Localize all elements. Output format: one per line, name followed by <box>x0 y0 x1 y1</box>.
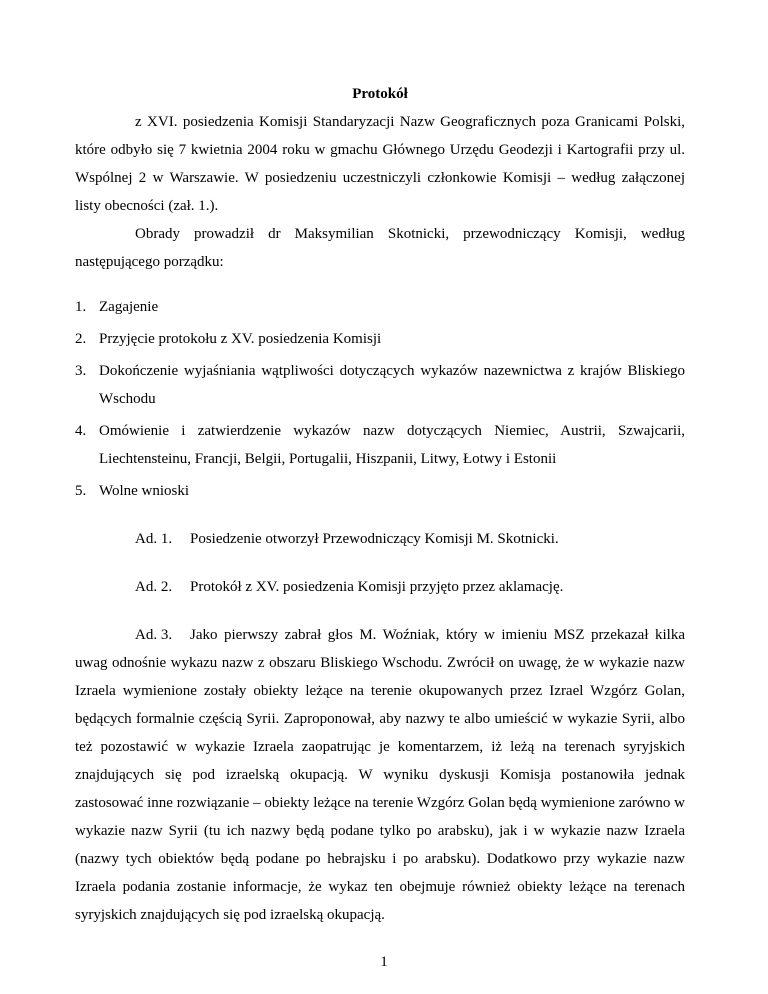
document-body <box>75 80 685 929</box>
agenda-item <box>75 477 685 505</box>
agenda-item-text: Zagajenie <box>99 299 159 315</box>
agenda-item <box>75 417 685 473</box>
agenda-item <box>75 325 685 353</box>
agenda-item-number: 2. <box>75 331 87 347</box>
chair-paragraph: Obrady prowadził dr Maksymilian Skotnicki, przewodniczący Komisji, według następującego porządku: <box>75 226 685 270</box>
page-number: 1 <box>380 954 388 970</box>
agenda-list <box>75 293 685 505</box>
ad-2-text: Protokół z XV. posiedzenia Komisji przyjęto przez aklamację. <box>190 579 564 595</box>
ad-2-section <box>75 573 685 601</box>
agenda-item-text: Omówienie i zatwierdzenie wykazów nazw dotyczących Niemiec, Austrii, Szwajcarii, Liechtensteinu, Francji, Belgii, Portugalii, Hiszpanii, Litwy, Łotwy i Estonii <box>99 423 685 467</box>
ad-3-section <box>75 621 685 929</box>
intro-paragraph: z XVI. posiedzenia Komisji Standaryzacji Nazw Geograficznych poza Granicami Polski, które odbyło się 7 kwietnia 2004 roku w gmachu Głównego Urzędu Geodezji i Kartografii przy ul. Wspólnej 2 w Warszawie. W posiedzeniu uczestniczyli członkowie Komisji – według załączonej listy obecności (zał. 1.). <box>75 114 685 214</box>
ad-3-label: Ad. 3. <box>135 627 173 643</box>
ad-1-label: Ad. 1. <box>135 531 173 547</box>
agenda-item-number: 5. <box>75 483 87 499</box>
agenda-item-text: Dokończenie wyjaśniania wątpliwości dotyczących wykazów nazewnictwa z krajów Bliskiego Wschodu <box>99 363 685 407</box>
ad-3-text: Jako pierwszy zabrał głos M. Woźniak, który w imieniu MSZ przekazał kilka uwag odnośnie wykazu nazw z obszaru Bliskiego Wschodu. Zwrócił on uwagę, że w wykazie nazw Izraela wymienione zostały obiekty leżące na terenie okupowanych przez Izrael Wzgórz Golan, będących formalnie częścią Syrii. Zaproponował, aby nazwy te albo umieścić w wykazie Syrii, albo też pozostawić w wykazie Izraela zaopatrując je komentarzem, iż leżą na terenach syryjskich znajdujących się pod izraelską okupacją. W wyniku dyskusji Komisja postanowiła jednak zastosować inne rozwiązanie – obiekty leżące na terenie Wzgórz Golan będą wymienione zarówno w wykazie nazw Syrii (tu ich nazwy będą podane tylko po arabsku), jak i w wykazie nazw Izraela (nazwy tych obiektów będą podane po hebrajsku i po arabsku). Dodatkowo przy wykazie nazw Izraela podania zostanie informacje, że wykaz ten obejmuje również obiekty leżące na terenach syryjskich znajdujących się pod izraelską okupacją. <box>75 627 685 923</box>
agenda-item <box>75 357 685 413</box>
agenda-item-number: 3. <box>75 363 87 379</box>
document-title: Protokół <box>352 86 408 102</box>
ad-2-label: Ad. 2. <box>135 579 173 595</box>
agenda-item-text: Wolne wnioski <box>99 483 190 499</box>
agenda-item-number: 4. <box>75 423 87 439</box>
agenda-item-number: 1. <box>75 299 87 315</box>
agenda-item <box>75 293 685 321</box>
agenda-item-text: Przyjęcie protokołu z XV. posiedzenia Komisji <box>99 331 382 347</box>
ad-1-section <box>75 525 685 553</box>
ad-1-text: Posiedzenie otworzył Przewodniczący Komisji M. Skotnicki. <box>190 531 559 547</box>
